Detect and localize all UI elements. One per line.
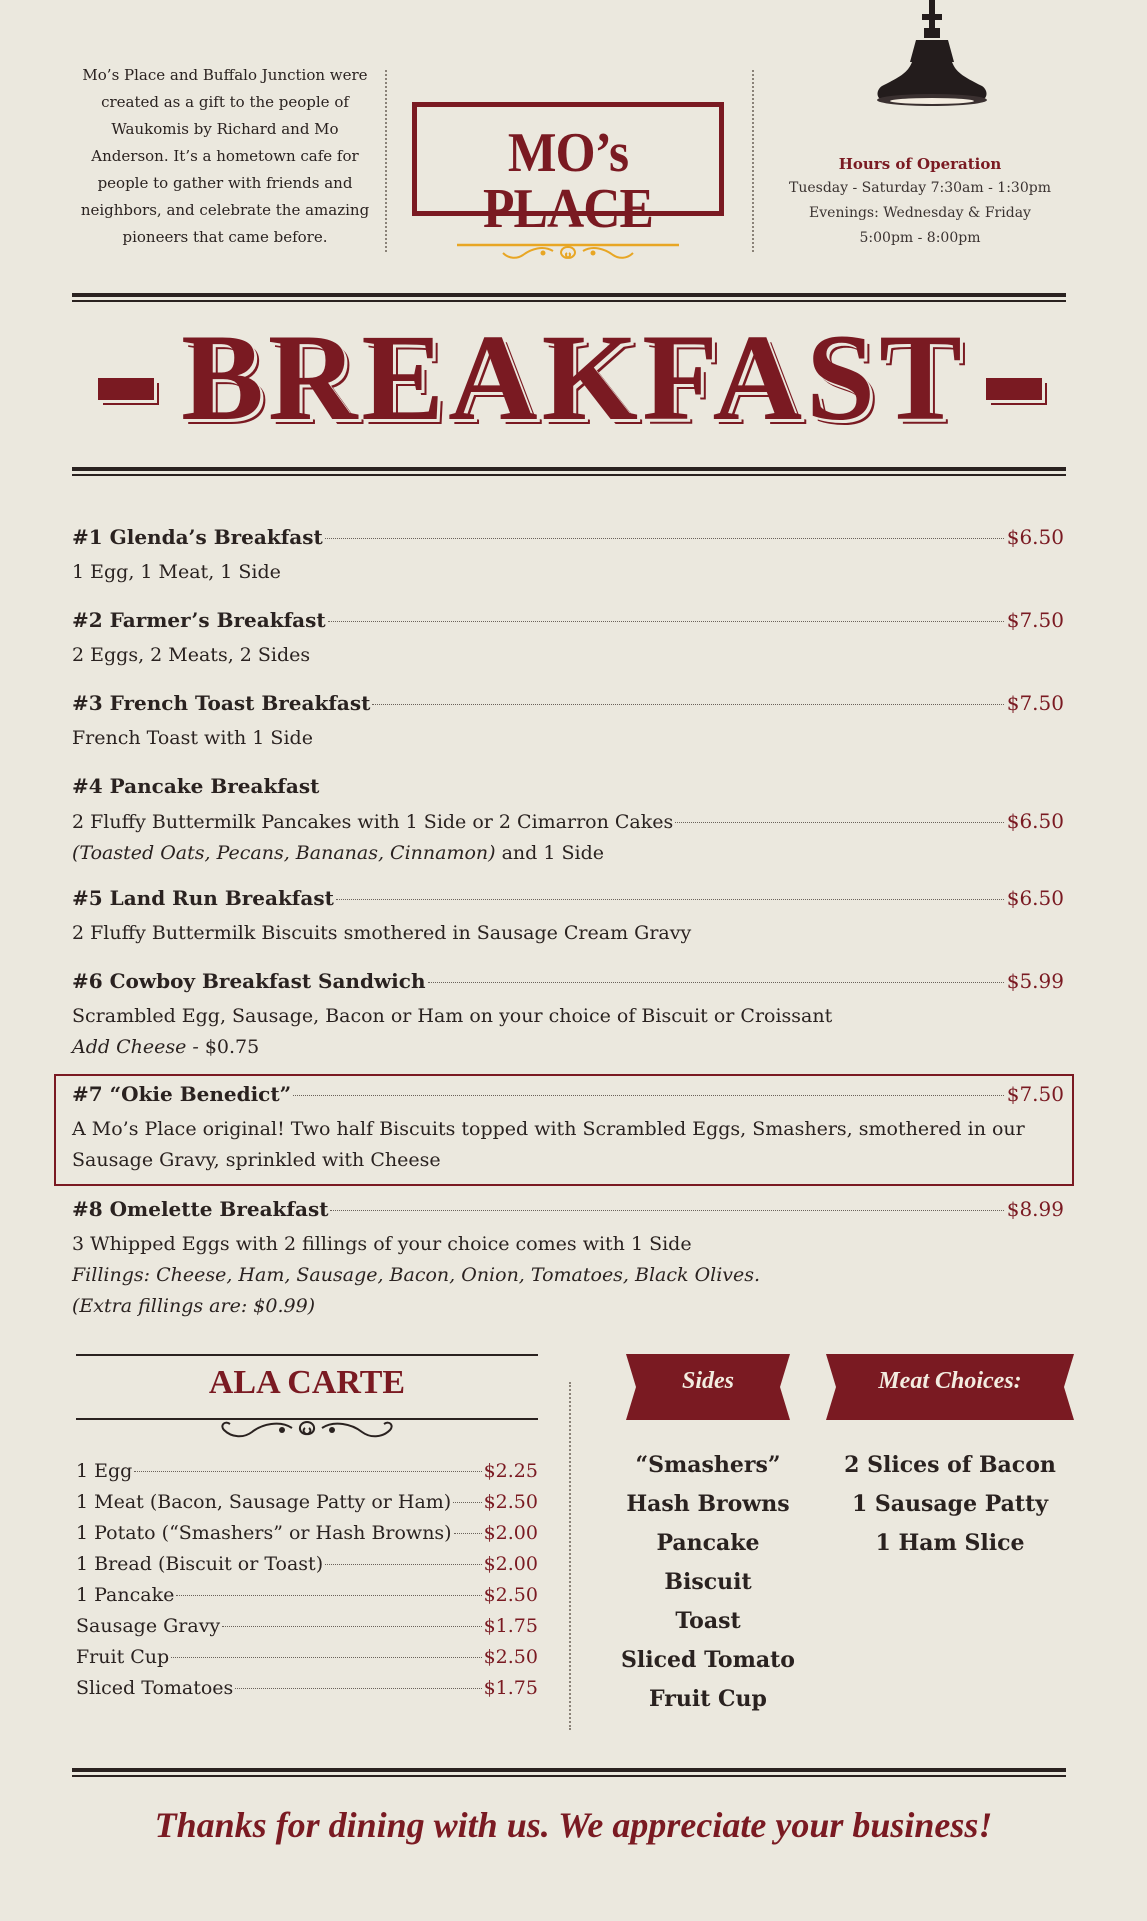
- dot-leader: [325, 1564, 481, 1565]
- item-note: (Toasted Oats, Pecans, Bananas, Cinnamon): [72, 842, 496, 864]
- item-description: French Toast with 1 Side: [72, 727, 313, 749]
- item-description: A Mo’s Place original! Two half Biscuits topped with Scrambled Eggs, Smashers, smothered in our Sausage Gravy, sprinkled with Cheese: [72, 1118, 1025, 1171]
- item-note: $0.75: [204, 1036, 260, 1058]
- item-price: $7.50: [1006, 608, 1064, 632]
- side-item: Toast: [675, 1608, 741, 1634]
- item-name: #1 Glenda’s Breakfast: [72, 525, 323, 549]
- ala-carte-row: [76, 1584, 538, 1615]
- logo-swirl-icon: [453, 239, 683, 263]
- item-name: #5 Land Run Breakfast: [72, 886, 334, 910]
- ala-carte-label: 1 Bread (Biscuit or Toast): [76, 1553, 324, 1575]
- item-note: Fillings: Cheese, Ham, Sausage, Bacon, Onion, Tomatoes, Black Olives.: [72, 1264, 761, 1286]
- sides-banner: [626, 1354, 790, 1420]
- thanks-message: Thanks for dining with us. We appreciate your business!: [154, 1805, 993, 1845]
- ala-carte-title: ALA CARTE: [208, 1364, 406, 1401]
- dot-leader: [171, 1657, 481, 1658]
- ala-carte-price: $2.00: [483, 1522, 538, 1544]
- ala-carte-row: [76, 1522, 538, 1553]
- ala-carte-label: Sausage Gravy: [76, 1615, 221, 1637]
- side-item: Sliced Tomato: [621, 1647, 795, 1673]
- menu-item: [72, 525, 1064, 588]
- ala-carte-price: $1.75: [483, 1677, 538, 1699]
- dot-leader: [293, 1095, 1004, 1096]
- dot-leader: [235, 1688, 481, 1689]
- meat-item: 1 Sausage Patty: [851, 1491, 1049, 1517]
- dot-leader: [325, 538, 1004, 539]
- dot-leader: [222, 1626, 481, 1627]
- meat-choices-list: [830, 1446, 1070, 1563]
- dot-leader: [453, 1502, 481, 1503]
- item-note: (Extra fillings are: $0.99): [72, 1295, 316, 1317]
- logo: [412, 102, 724, 240]
- sides-list: [608, 1446, 808, 1719]
- dot-leader: [330, 1210, 1003, 1211]
- dot-leader: [454, 1533, 482, 1534]
- item-price: $7.50: [1006, 691, 1064, 715]
- item-price: $6.50: [1006, 809, 1064, 833]
- item-description: 1 Egg, 1 Meat, 1 Side: [72, 561, 281, 583]
- rule-under-title: [72, 467, 1066, 476]
- ala-carte-label: Sliced Tomatoes: [76, 1677, 234, 1699]
- dot-leader: [372, 704, 1003, 705]
- side-item: Pancake: [656, 1530, 760, 1556]
- item-note: and 1 Side: [495, 842, 604, 864]
- hours-line: 5:00pm - 8:00pm: [859, 230, 981, 246]
- hours-of-operation: [770, 152, 1070, 251]
- dot-leader: [176, 1595, 481, 1596]
- item-price: $7.50: [1006, 1082, 1064, 1106]
- rule-top: [72, 293, 1066, 302]
- pendant-lamp-icon: [872, 0, 992, 140]
- ala-carte-row: [76, 1677, 538, 1708]
- ala-carte-rule-top: [76, 1354, 538, 1356]
- ala-carte-price: $2.25: [483, 1460, 538, 1482]
- side-item: Hash Browns: [626, 1491, 790, 1517]
- item-description: Scrambled Egg, Sausage, Bacon or Ham on your choice of Biscuit or Croissant: [72, 1005, 833, 1027]
- hours-title: Hours of Operation: [838, 155, 1002, 173]
- item-name: #2 Farmer’s Breakfast: [72, 608, 326, 632]
- item-name: #7 “Okie Benedict”: [72, 1082, 292, 1106]
- item-description: 3 Whipped Eggs with 2 fillings of your choice comes with 1 Side: [72, 1233, 692, 1255]
- menu-item: [72, 1197, 1064, 1322]
- ala-carte-price: $1.75: [483, 1615, 538, 1637]
- ala-carte-price: $2.50: [483, 1491, 538, 1513]
- sides-title: Sides: [681, 1368, 734, 1394]
- menu-item: [72, 774, 1064, 869]
- dot-leader: [328, 621, 1004, 622]
- item-price: $8.99: [1006, 1197, 1064, 1221]
- menu-item: [72, 608, 1064, 671]
- item-description: 2 Fluffy Buttermilk Pancakes with 1 Side or 2 Cimarron Cakes: [72, 811, 674, 833]
- intro-text: Mo’s Place and Buffalo Junction were created as a gift to the people of Waukomis by Richard and Mo Anderson. It’s a hometown cafe for people to gather with friends and neighbors, and celebrate the amazing pioneers that came before.: [80, 66, 370, 246]
- hours-line: Evenings: Wednesday & Friday: [809, 205, 1031, 221]
- meat-choices-banner: [826, 1354, 1074, 1420]
- item-name: #8 Omelette Breakfast: [72, 1197, 329, 1221]
- ala-carte-label: 1 Potato (“Smashers” or Hash Browns): [76, 1522, 452, 1544]
- side-item: Biscuit: [664, 1569, 752, 1595]
- ala-carte-list: [76, 1460, 538, 1708]
- divider-ala-carte: [569, 1382, 571, 1730]
- ala-carte-row: [76, 1460, 538, 1491]
- ornament-swirl-icon: [212, 1418, 402, 1440]
- ala-carte-label: 1 Meat (Bacon, Sausage Patty or Ham): [76, 1491, 452, 1513]
- section-title: BREAKFAST: [181, 309, 966, 446]
- item-name: #6 Cowboy Breakfast Sandwich: [72, 969, 426, 993]
- ala-carte-label: 1 Pancake: [76, 1584, 175, 1606]
- item-description: 2 Fluffy Buttermilk Biscuits smothered in Sausage Cream Gravy: [72, 922, 692, 944]
- menu-item: [72, 969, 1064, 1063]
- ala-carte-price: $2.50: [483, 1584, 538, 1606]
- item-description: 2 Eggs, 2 Meats, 2 Sides: [72, 644, 311, 666]
- meat-item: 1 Ham Slice: [875, 1530, 1025, 1556]
- meat-choices-title: Meat Choices:: [878, 1368, 1022, 1394]
- menu-item: [72, 691, 1064, 754]
- side-item: Fruit Cup: [649, 1686, 767, 1712]
- ala-carte-row: [76, 1615, 538, 1646]
- dot-leader: [134, 1471, 481, 1472]
- item-price: $6.50: [1006, 525, 1064, 549]
- item-name: #3 French Toast Breakfast: [72, 691, 371, 715]
- menu-item: [72, 886, 1064, 949]
- ala-carte-price: $2.00: [483, 1553, 538, 1575]
- ala-carte-price: $2.50: [483, 1646, 538, 1668]
- meat-item: 2 Slices of Bacon: [844, 1452, 1056, 1478]
- divider-right: [752, 70, 754, 252]
- divider-left: [385, 70, 387, 252]
- ala-carte-row: [76, 1491, 538, 1522]
- ala-carte-label: 1 Egg: [76, 1460, 133, 1482]
- logo-text: MO’s PLACE: [482, 122, 653, 240]
- item-price: $6.50: [1006, 886, 1064, 910]
- item-note: Add Cheese -: [72, 1036, 205, 1058]
- item-price: $5.99: [1006, 969, 1064, 993]
- ala-carte-label: Fruit Cup: [76, 1646, 170, 1668]
- dot-leader: [336, 899, 1004, 900]
- ala-carte-row: [76, 1553, 538, 1584]
- item-name: #4 Pancake Breakfast: [72, 774, 320, 798]
- title-dash-right: [986, 378, 1042, 400]
- dot-leader: [675, 822, 1003, 823]
- menu-item-featured: [72, 1082, 1064, 1176]
- hours-line: Tuesday - Saturday 7:30am - 1:30pm: [789, 180, 1051, 196]
- side-item: “Smashers”: [635, 1452, 781, 1478]
- ala-carte-row: [76, 1646, 538, 1677]
- rule-footer: [72, 1768, 1066, 1777]
- dot-leader: [428, 982, 1004, 983]
